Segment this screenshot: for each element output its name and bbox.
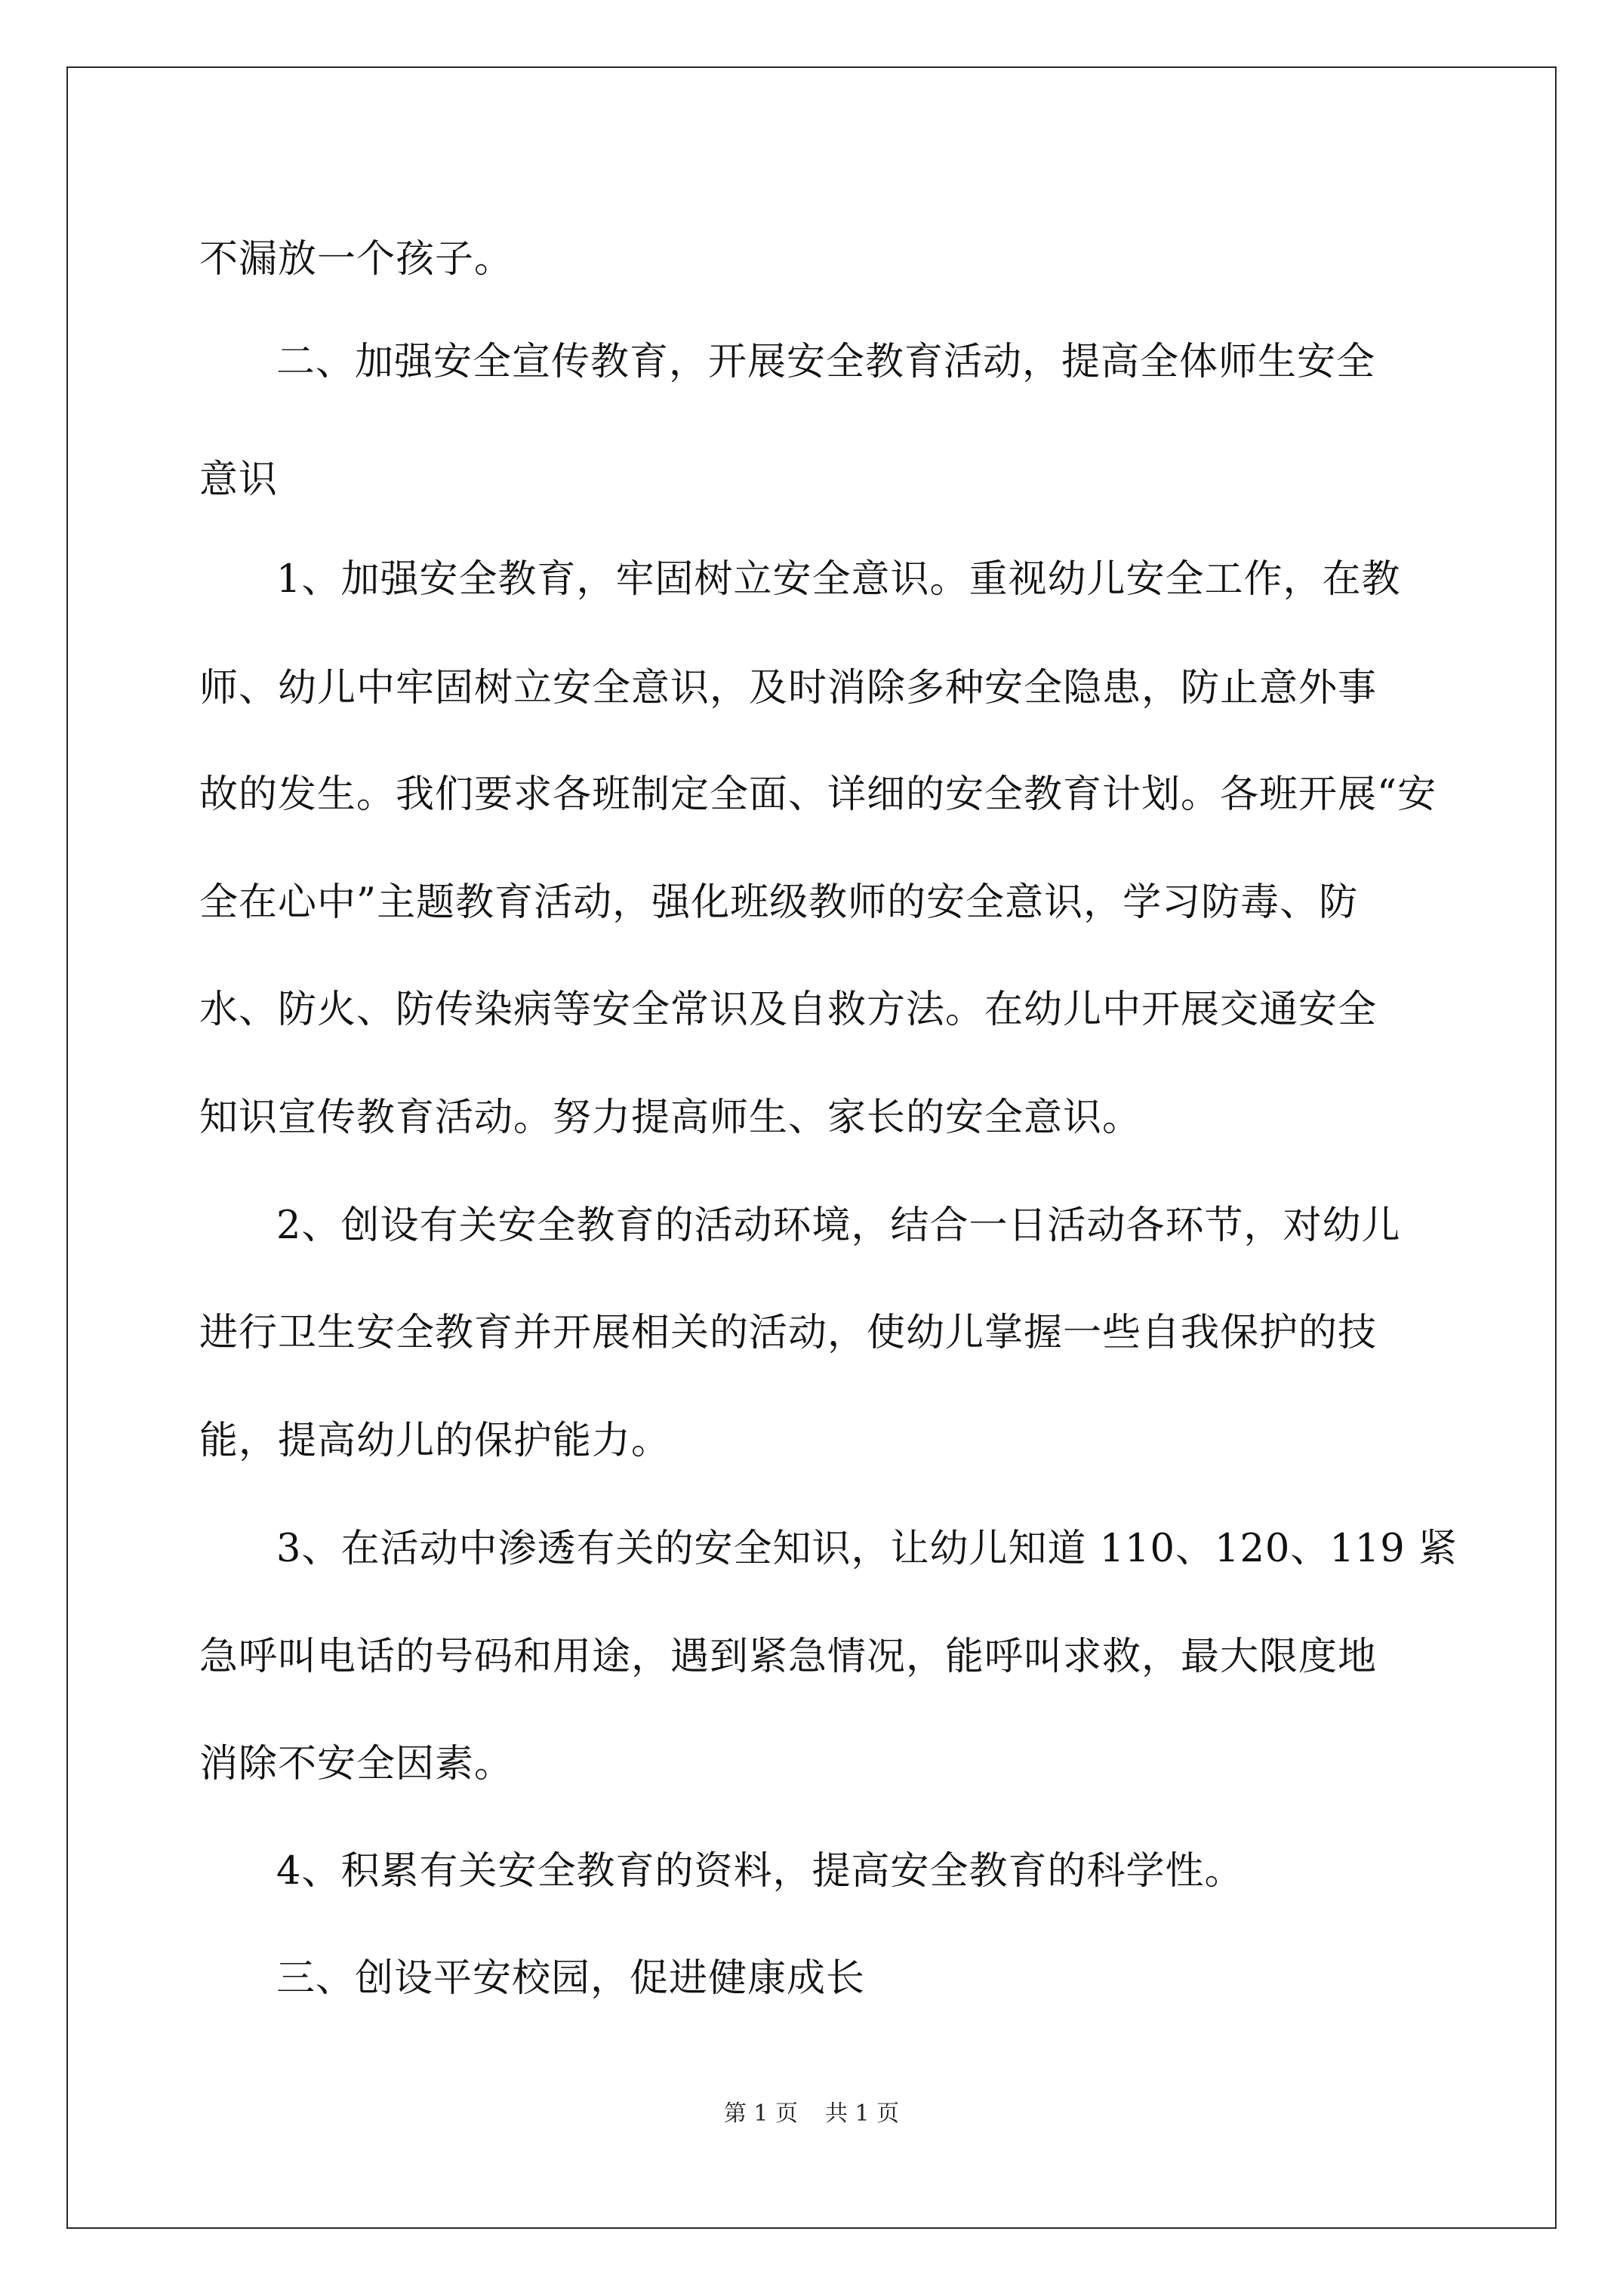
page-footer [0,2099,1623,2129]
text-line: 能，提高幼儿的保护能力。 [199,1419,671,1463]
section-heading: 二、加强安全宣传教育，开展安全教育活动，提高全体师生安全 [276,340,1376,384]
text-line: 师、幼儿中牢固树立安全意识，及时消除多种安全隐患，防止意外事 [199,666,1378,710]
text-line: 进行卫生安全教育并开展相关的活动，使幼儿掌握一些自我保护的技 [199,1311,1378,1355]
text-line: 全在心中”主题教育活动，强化班级教师的安全意识，学习防毒、防 [199,880,1359,925]
text-line: 急呼叫电话的号码和用途，遇到紧急情况，能呼叫求救，最大限度地 [199,1635,1378,1679]
section-heading: 三、创设平安校园，促进健康成长 [276,1956,866,2001]
paragraph-start: 3、在活动中渗透有关的安全知识，让幼儿知道 110、120、119 紧 [276,1527,1458,1571]
text-line: 故的发生。我们要求各班制定全面、详细的安全教育计划。各班开展“安 [199,772,1437,817]
paragraph-start: 1、加强安全教育，牢固树立安全意识。重视幼儿安全工作，在教 [276,557,1401,602]
text-line: 不漏放一个孩子。 [199,237,514,282]
text-line: 意识 [199,458,279,502]
paragraph-start: 2、创设有关安全教育的活动环境，结合一日活动各环节，对幼儿 [276,1203,1401,1248]
page-border [66,66,1557,2229]
page-total: 共 1 页 [825,2100,900,2127]
text-line: 水、防火、防传染病等安全常识及自救方法。在幼儿中开展交通安全 [199,988,1378,1032]
paragraph-start: 4、积累有关安全教育的资料，提高安全教育的科学性。 [276,1849,1244,1894]
page-number: 第 1 页 [723,2100,798,2127]
text-line: 消除不安全因素。 [199,1742,514,1786]
text-line: 知识宣传教育活动。努力提高师生、家长的安全意识。 [199,1096,1142,1140]
